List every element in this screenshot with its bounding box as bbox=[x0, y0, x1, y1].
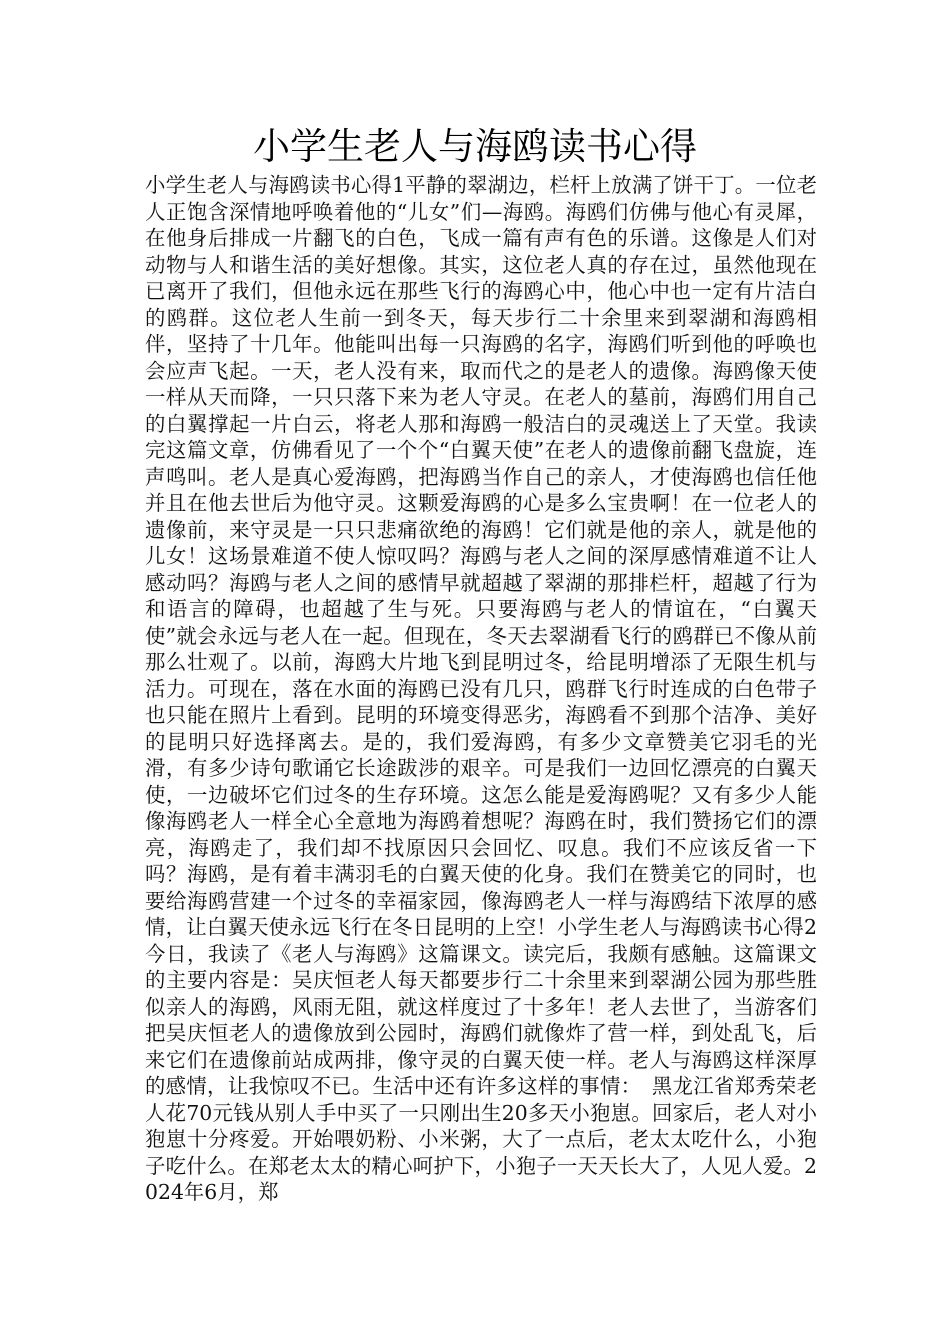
document-title: 小学生老人与海鸥读书心得 bbox=[253, 125, 697, 168]
document-body-text: 小学生老人与海鸥读书心得1平静的翠湖边，栏杆上放满了饼干丁。一位老人正饱含深情地呼唤着他的“儿女”们—海鸥。海鸥们仿佛与他心有灵犀，在他身后排成一片翻飞的白色，飞成一篇有声有色的乐谱。这像是人们对动物与人和谐生活的美好想像。其实，这位老人真的存在过，虽然他现在已离开了我们，但他永远在那些飞行的海鸥心中，他心中也一定有片洁白的鸥群。这位老人生前一到冬天，每天步行二十余里来到翠湖和海鸥相伴，坚持了十几年。他能叫出每一只海鸥的名字，海鸥们听到他的呼唤也会应声飞起。一天，老人没有来，取而代之的是老人的遗像。海鸥像天使一样从天而降，一只只落下来为老人守灵。在老人的墓前，海鸥们用自己的白翼撑起一片白云，将老人那和海鸥一般洁白的灵魂送上了天堂。我读完这篇文章，仿佛看见了一个个“白翼天使”在老人的遗像前翻飞盘旋，连声鸣叫。老人是真心爱海鸥，把海鸥当作自己的亲人，才使海鸥也信任他并且在他去世后为他守灵。这颗爱海鸥的心是多么宝贵啊！在一位老人的遗像前，来守灵是一只只悲痛欲绝的海鸥！它们就是他的亲人，就是他的儿女！这场景难道不使人惊叹吗？海鸥与老人之间的深厚感情难道不让人感动吗？海鸥与老人之间的感情早就超越了翠湖的那排栏杆，超越了行为和语言的障碍，也超越了生与死。只要海鸥与老人的情谊在，“白翼天使”就会永远与老人在一起。但现在，冬天去翠湖看飞行的鸥群已不像从前那么壮观了。以前，海鸥大片地飞到昆明过冬，给昆明增添了无限生机与活力。可现在，落在水面的海鸥已没有几只，鸥群飞行时连成的白色带子也只能在照片上看到。昆明的环境变得恶劣，海鸥看不到那个洁净、美好的昆明只好选择离去。是的，我们爱海鸥，有多少文章赞美它羽毛的光滑，有多少诗句歌诵它长途跋涉的艰辛。可是我们一边回忆漂亮的白翼天使，一边破坏它们过冬的生存环境。这怎么能是爱海鸥呢？又有多少人能像海鸥老人一样全心全意地为海鸥着想呢？海鸥在时，我们赞扬它们的漂亮，海鸥走了，我们却不找原因只会回忆、叹息。我们不应该反省一下吗？海鸥，是有着丰满羽毛的白翼天使的化身。我们在赞美它的同时，也要给海鸥营建一个过冬的幸福家园，像海鸥老人一样与海鸥结下浓厚的感情，让白翼天使永远飞行在冬日昆明的上空！小学生老人与海鸥读书心得2今日，我读了《老人与海鸥》这篇课文。读完后，我颇有感触。这篇课文的主要内容是：吴庆恒老人每天都要步行二十余里来到翠湖公园为那些胜似亲人的海鸥，风雨无阻，就这样度过了十多年！老人去世了，当游客们把吴庆恒老人的遗像放到公园时，海鸥们就像炸了营一样，到处乱飞，后来它们在遗像前站成两排，像守灵的白翼天使一样。老人与海鸥这样深厚的感情，让我惊叹不已。生活中还有许多这样的事情： 黑龙江省郑秀荣老人花70元钱从别人手中买了一只刚出生20多天小狍崽。回家后，老人对小狍崽十分疼爱。开始喂奶粉、小米粥，大了一点后，老太太吃什么，小狍子吃什么。在郑老太太的精心呵护下，小狍子一天天长大了，人见人爱。2024年6月，郑 bbox=[145, 173, 817, 1204]
